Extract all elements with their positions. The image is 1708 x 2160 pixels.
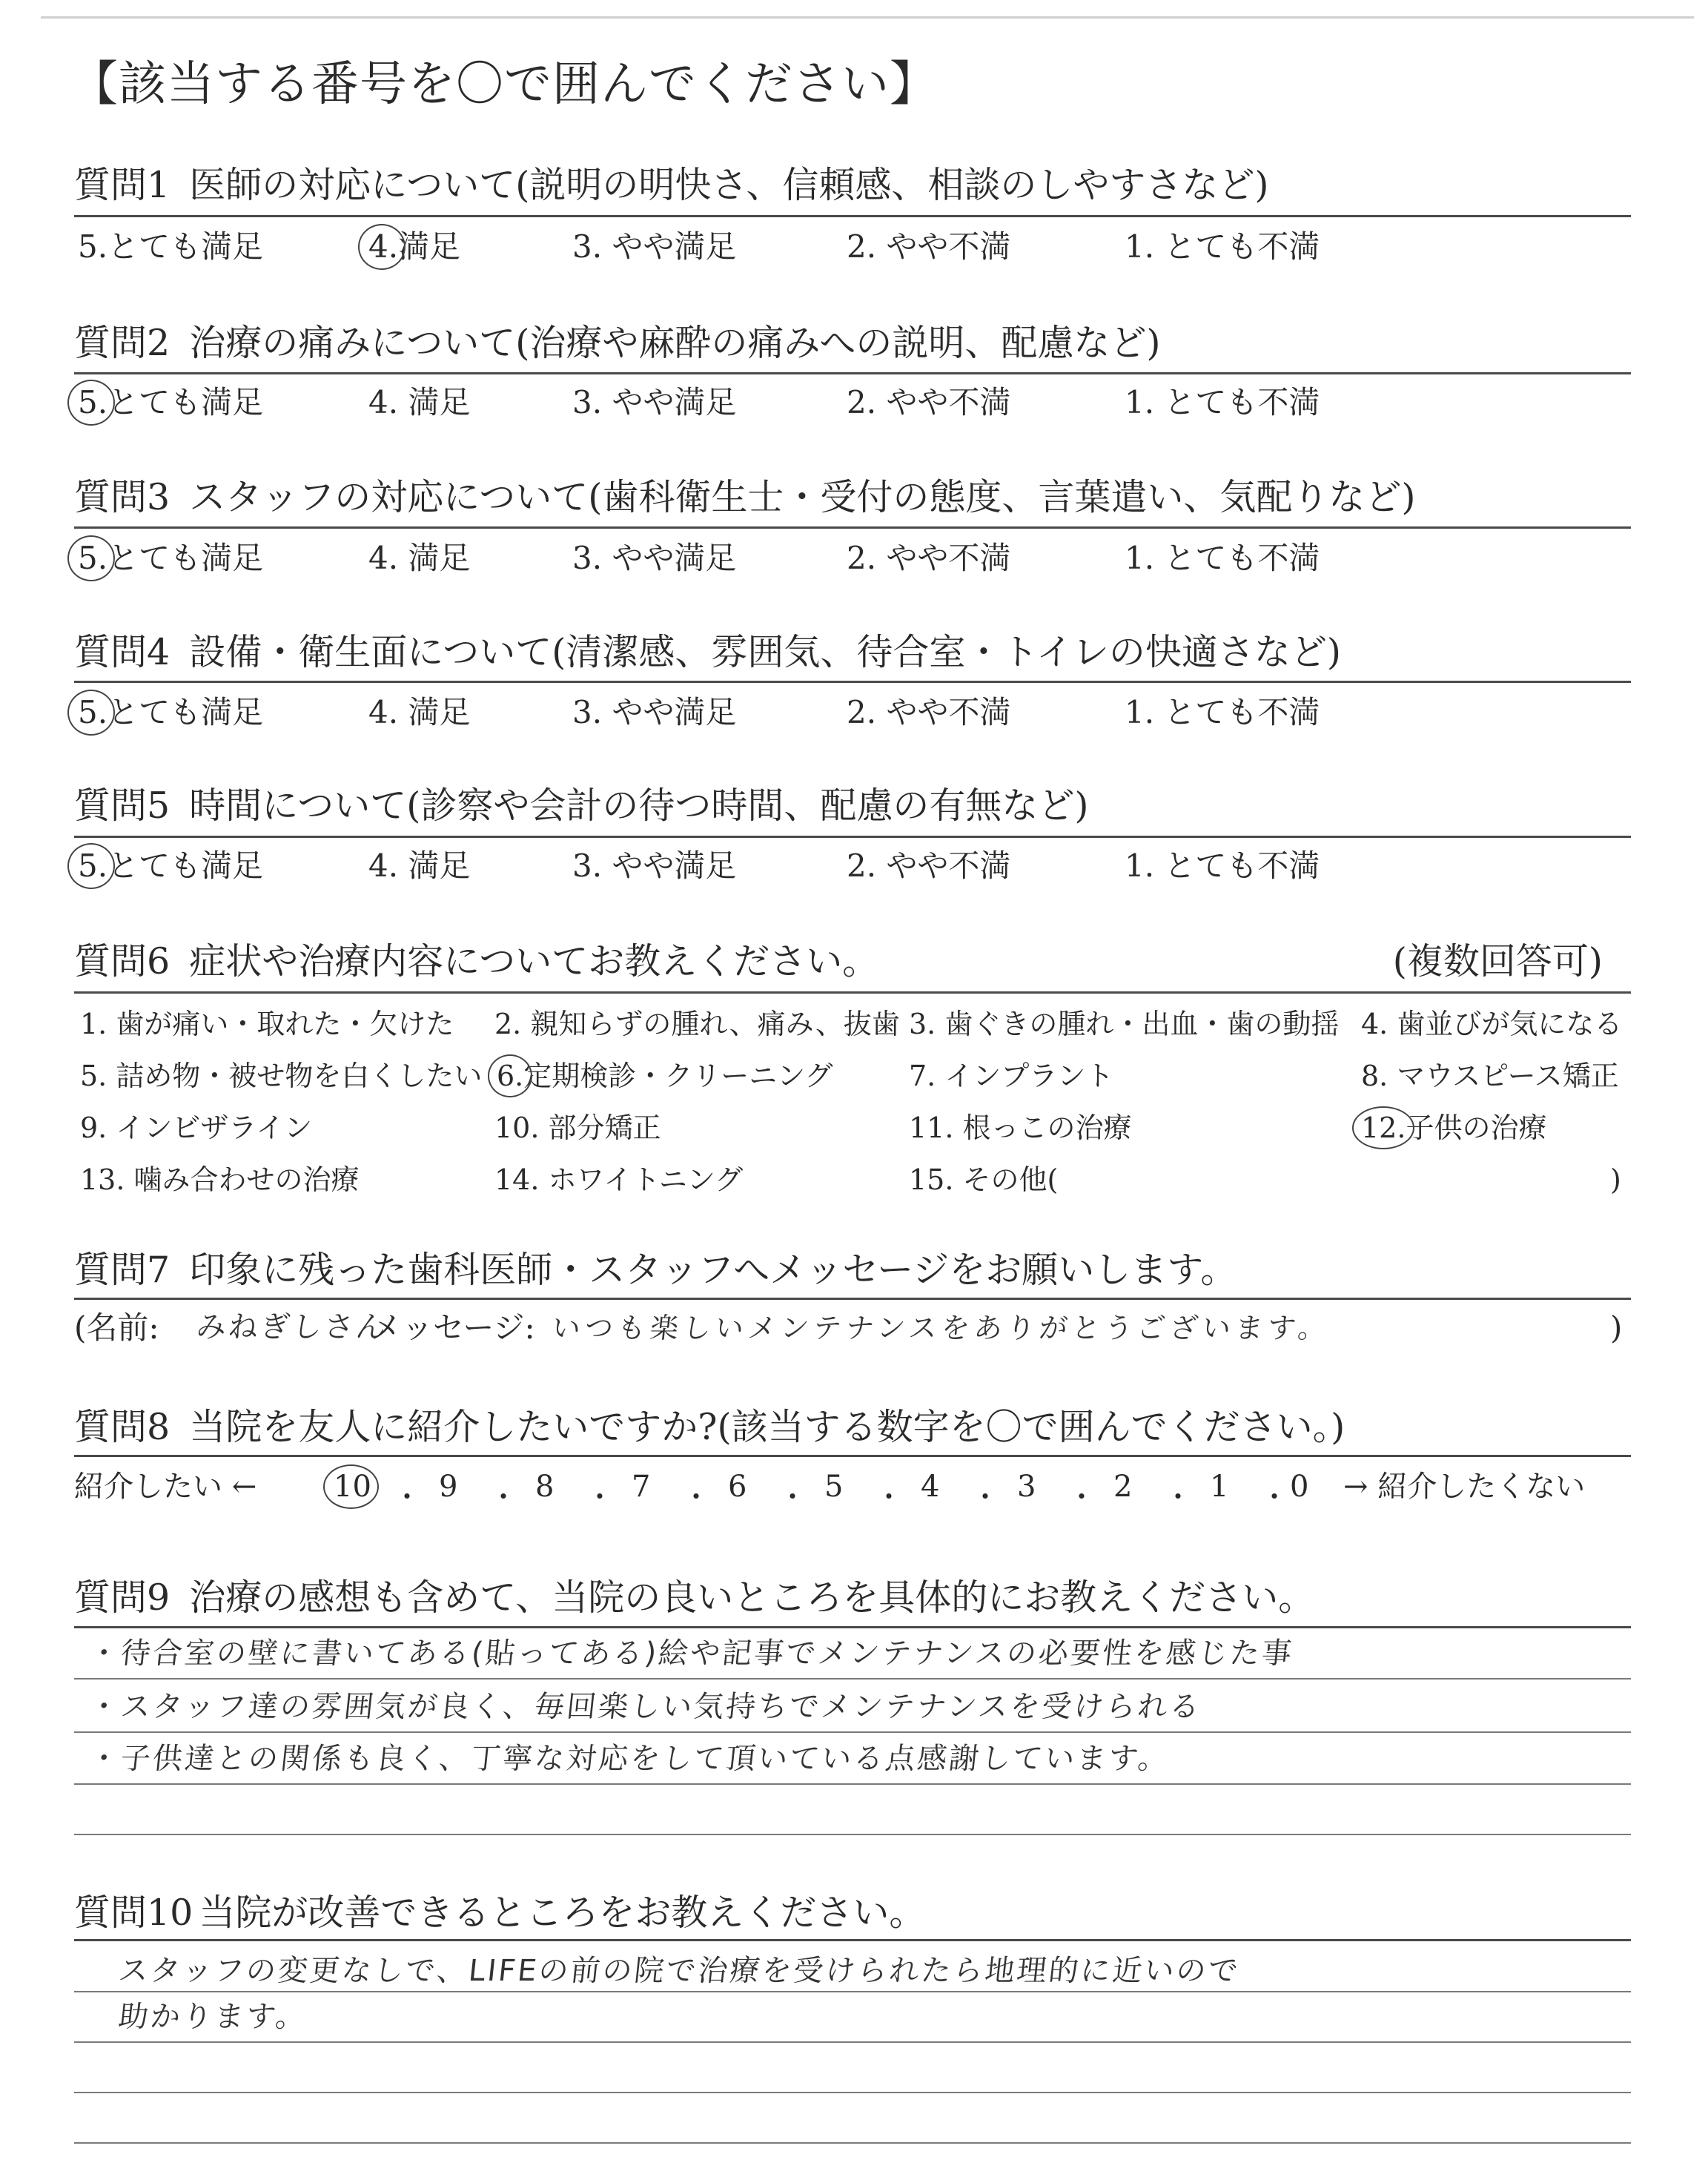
answer-line-1[interactable]: ・待合室の壁に書いてある(貼ってある)絵や記事でメンテナンスの必要性を感じた事	[87, 1636, 1296, 1671]
recommend-left-label: 紹介したい ←	[74, 1470, 257, 1504]
answer-rule	[74, 1731, 1631, 1733]
answer-line-2[interactable]: ・スタッフ達の雰囲気が良く、毎回楽しい気持ちでメンテナンスを受けられる	[87, 1690, 1204, 1724]
scale-5[interactable]: 5	[824, 1470, 844, 1504]
option-2[interactable]: 2. やや不満	[847, 228, 1011, 265]
question-text: 医師の対応について(説明の明快さ、信頼感、相談のしやすさなど)	[189, 164, 1269, 206]
option-2[interactable]: 2. やや不満	[847, 848, 1011, 884]
separator-dot: ・	[875, 1481, 904, 1513]
question-text: 治療の痛みについて(治療や麻酔の痛みへの説明、配慮など)	[189, 322, 1161, 364]
separator-dot: ・	[778, 1481, 807, 1513]
question-text: スタッフの対応について(歯科衛生士・受付の態度、言葉遣い、気配りなど)	[189, 476, 1416, 518]
question-number: 質問4	[74, 631, 171, 673]
option-2[interactable]: 2. やや不満	[847, 384, 1011, 420]
underline	[74, 681, 1631, 683]
option-5-selected[interactable]: 5.とても満足	[78, 694, 264, 730]
underline	[74, 372, 1631, 374]
separator-dot: ・	[1260, 1481, 1289, 1513]
answer-line-3[interactable]: ・子供達との関係も良く、丁寧な対応をして頂いている点感謝しています。	[87, 1742, 1172, 1776]
question-number: 質問2	[74, 322, 171, 364]
separator-dot: ・	[971, 1481, 1000, 1513]
scale-8[interactable]: 8	[535, 1470, 555, 1504]
symptom-option[interactable]: 1. 歯が痛い・取れた・欠けた	[80, 1008, 454, 1040]
scale-9[interactable]: 9	[439, 1470, 458, 1504]
separator-dot: ・	[1068, 1481, 1096, 1513]
option-5-selected[interactable]: 5.とても満足	[78, 848, 264, 884]
separator-dot: ・	[393, 1481, 422, 1513]
name-label: (名前:	[74, 1309, 159, 1346]
question-text: 時間について(診察や会計の待つ時間、配慮の有無など)	[189, 785, 1089, 827]
answer-rule	[74, 1783, 1631, 1785]
answer-rule	[74, 2142, 1631, 2144]
question-number: 質問5	[74, 785, 171, 827]
symptom-option-other[interactable]: 15. その他(	[909, 1163, 1059, 1196]
scale-6[interactable]: 6	[728, 1470, 747, 1504]
separator-dot: ・	[586, 1481, 615, 1513]
option-1[interactable]: 1. とても不満	[1125, 228, 1320, 265]
option-1[interactable]: 1. とても不満	[1125, 540, 1320, 576]
option-3[interactable]: 3. やや満足	[572, 540, 737, 576]
underline	[74, 1455, 1631, 1457]
answer-circle: 6.	[497, 1060, 524, 1092]
option-4[interactable]: 4. 満足	[368, 848, 471, 884]
improvement-line-2[interactable]: 助かります。	[116, 2000, 310, 2034]
option-2[interactable]: 2. やや不満	[847, 694, 1011, 730]
name-value[interactable]: みねぎしさん	[194, 1310, 390, 1344]
underline	[74, 1626, 1631, 1628]
separator-dot: ・	[682, 1481, 711, 1513]
option-4-selected[interactable]: 4.満足	[368, 228, 461, 265]
symptom-option[interactable]: 13. 噛み合わせの治療	[80, 1163, 360, 1196]
answer-circle: 5.	[78, 384, 108, 420]
question-number: 質問7	[74, 1249, 171, 1291]
separator-dot: ・	[1164, 1481, 1193, 1513]
option-4[interactable]: 4. 満足	[368, 694, 471, 730]
message-label: メッセージ:	[371, 1309, 535, 1346]
underline	[74, 991, 1631, 994]
scan-edge-line	[41, 16, 1694, 19]
symptom-option-selected[interactable]: 12.子供の治療	[1361, 1112, 1547, 1144]
option-1[interactable]: 1. とても不満	[1125, 848, 1320, 884]
option-1[interactable]: 1. とても不満	[1125, 694, 1320, 730]
symptom-option[interactable]: 8. マウスピース矯正	[1361, 1060, 1619, 1092]
answer-circle: 12.	[1361, 1112, 1406, 1144]
option-1[interactable]: 1. とても不満	[1125, 384, 1320, 420]
symptom-option[interactable]: 14. ホワイトニング	[494, 1163, 744, 1196]
underline	[74, 215, 1631, 217]
improvement-line-1[interactable]: スタッフの変更なしで、LIFEの前の院で治療を受けられたら地理的に近いので	[116, 1954, 1242, 1988]
question-number: 質問1	[74, 164, 171, 206]
answer-rule	[74, 2092, 1631, 2093]
option-3[interactable]: 3. やや満足	[572, 384, 737, 420]
symptom-option[interactable]: 9. インビザライン	[80, 1112, 313, 1144]
option-3[interactable]: 3. やや満足	[572, 694, 737, 730]
scale-10-selected[interactable]	[334, 1472, 371, 1502]
answer-circle: 5.	[78, 848, 108, 884]
option-3[interactable]: 3. やや満足	[572, 848, 737, 884]
option-3[interactable]: 3. やや満足	[572, 228, 737, 265]
answer-circle: 5.	[78, 540, 108, 576]
question-text: 設備・衛生面について(清潔感、雰囲気、待合室・トイレの快適さなど)	[189, 631, 1341, 673]
option-5[interactable]: 5.とても満足	[78, 228, 264, 265]
symptom-option[interactable]: 5. 詰め物・被せ物を白くしたい	[80, 1060, 483, 1092]
symptom-option[interactable]: 10. 部分矯正	[494, 1112, 661, 1144]
answer-circle: 4.	[368, 228, 399, 265]
question-number: 質問9	[74, 1576, 171, 1619]
answer-circle: 5.	[78, 694, 108, 730]
symptom-option[interactable]: 11. 根っこの治療	[909, 1112, 1132, 1144]
recommend-right-label: → 紹介したくない	[1343, 1470, 1586, 1504]
option-5-selected[interactable]: 5.とても満足	[78, 384, 264, 420]
underline	[74, 526, 1631, 529]
symptom-option[interactable]: 2. 親知らずの腫れ、痛み、抜歯	[494, 1008, 900, 1040]
scale-7[interactable]: 7	[632, 1470, 651, 1504]
underline	[74, 1298, 1631, 1300]
option-4[interactable]: 4. 満足	[368, 384, 471, 420]
question-number: 質問3	[74, 476, 171, 518]
question-text: 印象に残った歯科医師・スタッフへメッセージをお願いします。	[189, 1249, 1237, 1291]
scale-3[interactable]: 3	[1017, 1470, 1036, 1504]
answer-rule	[74, 1678, 1631, 1680]
underline	[74, 1939, 1631, 1941]
question-number: 質問6	[74, 940, 171, 982]
question-number: 質問8	[74, 1406, 171, 1448]
message-value[interactable]: いつも楽しいメンテナンスをありがとうございます。	[550, 1312, 1333, 1344]
close-paren: )	[1610, 1309, 1623, 1346]
answer-rule	[74, 1834, 1631, 1835]
question-text: 当院を友人に紹介したいですか?(該当する数字を〇で囲んでください。)	[189, 1406, 1345, 1448]
answer-rule	[74, 2041, 1631, 2043]
symptom-option[interactable]: 7. インプラント	[909, 1060, 1114, 1092]
separator-dot: ・	[489, 1481, 518, 1513]
scale-0[interactable]: 0	[1290, 1470, 1309, 1504]
question-text: 症状や治療内容についてお教えください。	[189, 940, 879, 982]
symptom-option[interactable]: 4. 歯並びが気になる	[1361, 1008, 1623, 1040]
scale-4[interactable]: 4	[921, 1470, 940, 1504]
question-text: 当院が改善できるところをお教えください。	[199, 1892, 926, 1934]
other-close-paren: )	[1610, 1163, 1621, 1196]
option-5-selected[interactable]: 5.とても満足	[78, 540, 264, 576]
symptom-option-selected[interactable]: 6.定期検診・クリーニング	[497, 1060, 833, 1092]
option-2[interactable]: 2. やや不満	[847, 540, 1011, 576]
underline	[74, 836, 1631, 838]
form-title: 【該当する番号を〇で囲んでください】	[70, 57, 938, 112]
symptom-option[interactable]: 3. 歯ぐきの腫れ・出血・歯の動揺	[909, 1008, 1340, 1040]
scale-1[interactable]: 1	[1210, 1470, 1229, 1504]
question-number: 質問10	[74, 1892, 193, 1934]
question-text: 治療の感想も含めて、当院の良いところを具体的にお教えください。	[189, 1576, 1315, 1619]
answer-circle: 10	[334, 1470, 371, 1504]
answer-rule	[74, 1991, 1631, 1992]
scale-2[interactable]: 2	[1113, 1470, 1133, 1504]
multi-answer-note: (複数回答可)	[1392, 940, 1603, 982]
option-4[interactable]: 4. 満足	[368, 540, 471, 576]
